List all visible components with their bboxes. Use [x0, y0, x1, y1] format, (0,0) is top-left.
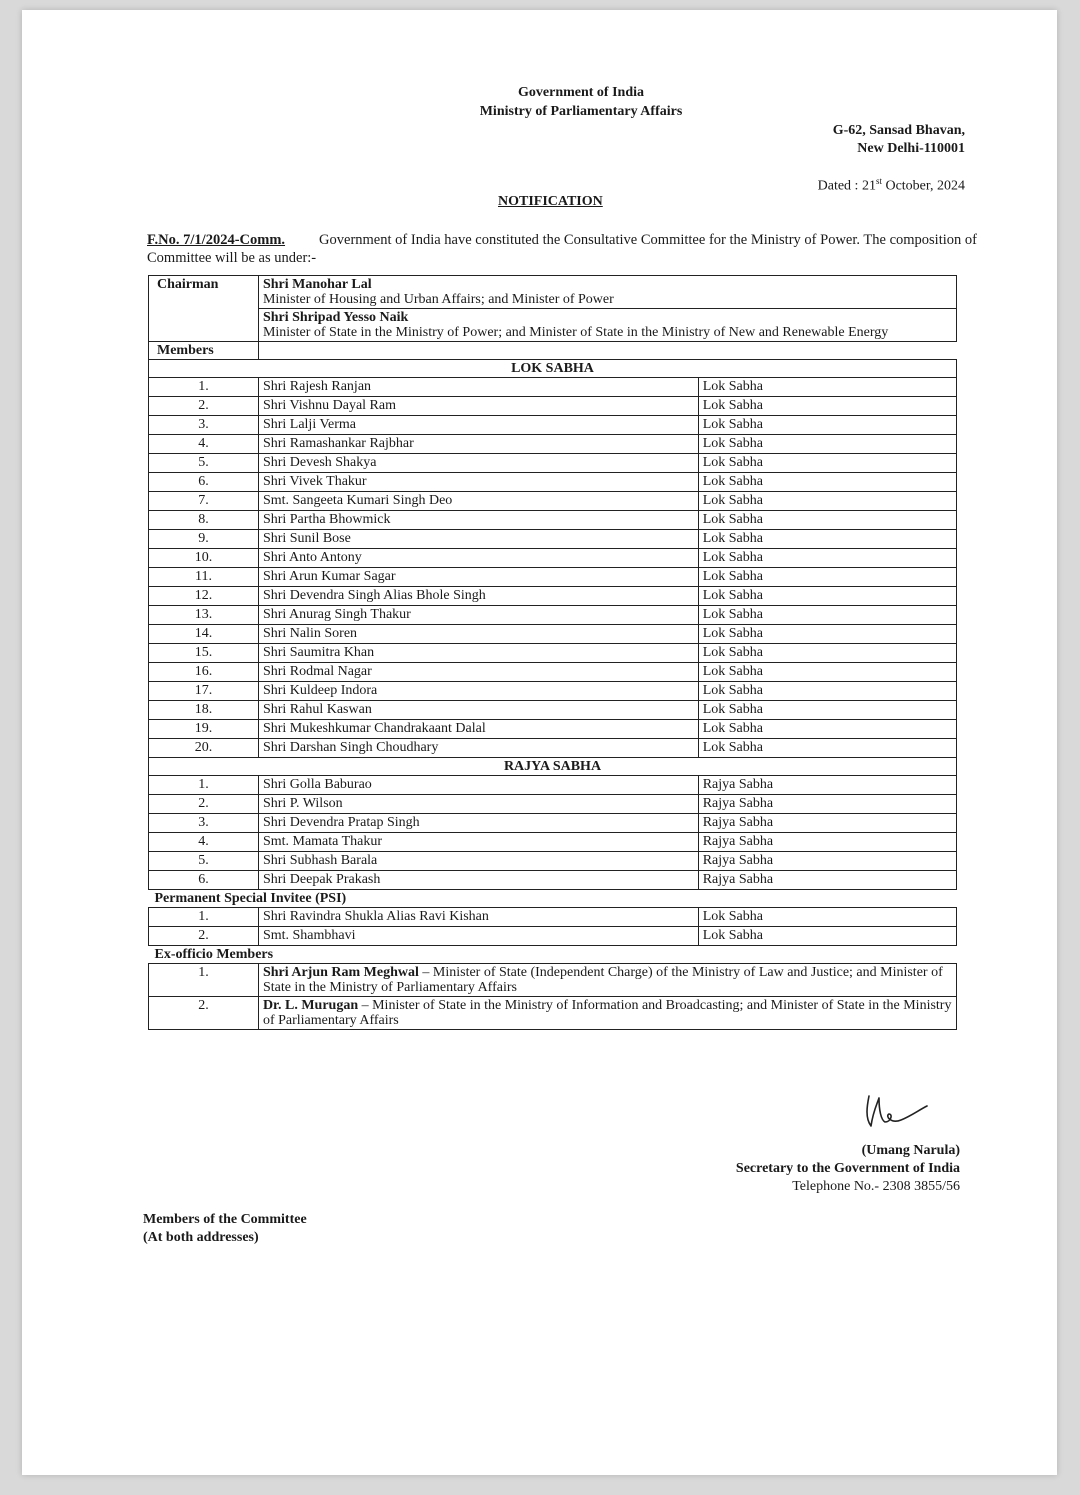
members-label-row — [149, 342, 957, 360]
rajya-sabha-member-row — [149, 795, 957, 814]
lok-sabha-member-serial: 10. — [149, 549, 259, 568]
lok-sabha-member-house: Lok Sabha — [698, 644, 956, 663]
members-label: Members — [149, 342, 259, 360]
lok-sabha-member-name: Shri Rodmal Nagar — [258, 663, 698, 682]
lok-sabha-member-serial: 16. — [149, 663, 259, 682]
notification-title: NOTIFICATION — [498, 194, 603, 209]
lok-sabha-member-row — [149, 416, 957, 435]
lok-sabha-member-name: Shri Saumitra Khan — [258, 644, 698, 663]
lok-sabha-member-name: Shri Arun Kumar Sagar — [258, 568, 698, 587]
rajya-sabha-member-row — [149, 852, 957, 871]
address-line-1: G-62, Sansad Bhavan, — [832, 123, 965, 138]
lok-sabha-member-name: Shri Devesh Shakya — [258, 454, 698, 473]
lok-sabha-member-name: Shri Anurag Singh Thakur — [258, 606, 698, 625]
psi-member-row — [149, 927, 957, 946]
rajya-sabha-member-house: Rajya Sabha — [698, 795, 956, 814]
lok-sabha-member-serial: 15. — [149, 644, 259, 663]
lok-sabha-member-serial: 18. — [149, 701, 259, 720]
ex-officio-heading-row — [149, 946, 957, 964]
psi-member-name: Smt. Shambhavi — [258, 927, 698, 946]
lok-sabha-member-house: Lok Sabha — [698, 720, 956, 739]
lok-sabha-member-house: Lok Sabha — [698, 511, 956, 530]
rajya-sabha-member-name: Shri Devendra Pratap Singh — [258, 814, 698, 833]
lok-sabha-member-name: Shri Ramashankar Rajbhar — [258, 435, 698, 454]
lok-sabha-heading-row — [149, 360, 957, 378]
lok-sabha-member-row — [149, 454, 957, 473]
rajya-sabha-member-house: Rajya Sabha — [698, 871, 956, 890]
lok-sabha-member-serial: 2. — [149, 397, 259, 416]
lok-sabha-member-house: Lok Sabha — [698, 682, 956, 701]
signature-image — [857, 1092, 937, 1140]
lok-sabha-member-row — [149, 701, 957, 720]
lok-sabha-member-serial: 1. — [149, 378, 259, 397]
rajya-sabha-member-serial: 2. — [149, 795, 259, 814]
ex-officio-member-name: Dr. L. Murugan — [262, 998, 359, 1013]
psi-member-name: Shri Ravindra Shukla Alias Ravi Kishan — [258, 908, 698, 927]
lok-sabha-member-house: Lok Sabha — [698, 378, 956, 397]
rajya-sabha-member-name: Shri Golla Baburao — [258, 776, 698, 795]
ex-officio-member-desc: – Minister of State (Independent Charge) of the Ministry of Law and Justice; and Minister of State in the Ministry of Parliamentary Affairs — [262, 965, 943, 995]
file-number: F.No. 7/1/2024-Comm. — [147, 232, 286, 248]
lok-sabha-member-serial: 3. — [149, 416, 259, 435]
psi-member-house: Lok Sabha — [698, 927, 956, 946]
co-chairman-name: Shri Shripad Yesso Naik — [262, 310, 409, 325]
rajya-sabha-member-serial: 1. — [149, 776, 259, 795]
lok-sabha-member-house: Lok Sabha — [698, 492, 956, 511]
lok-sabha-member-serial: 19. — [149, 720, 259, 739]
signatory-telephone: Telephone No.- 2308 3855/56 — [792, 1179, 960, 1194]
lok-sabha-member-row — [149, 549, 957, 568]
rajya-sabha-member-row — [149, 814, 957, 833]
co-chairman-row — [149, 309, 957, 342]
lok-sabha-member-row — [149, 587, 957, 606]
lok-sabha-member-name: Shri Partha Bhowmick — [258, 511, 698, 530]
distribution-note — [143, 1211, 307, 1247]
ministry-heading: Ministry of Parliamentary Affairs — [479, 104, 683, 119]
psi-member-row — [149, 908, 957, 927]
lok-sabha-member-name: Shri Vishnu Dayal Ram — [258, 397, 698, 416]
rajya-sabha-heading-row — [149, 758, 957, 776]
ex-officio-member-name: Shri Arjun Ram Meghwal — [262, 965, 419, 980]
lok-sabha-member-row — [149, 720, 957, 739]
lok-sabha-member-serial: 14. — [149, 625, 259, 644]
lok-sabha-member-row — [149, 663, 957, 682]
psi-heading: Permanent Special Invitee (PSI) — [154, 891, 347, 906]
lok-sabha-member-name: Shri Darshan Singh Choudhary — [258, 739, 698, 758]
signatory-designation: Secretary to the Government of India — [735, 1161, 960, 1176]
lok-sabha-member-name: Shri Devendra Singh Alias Bhole Singh — [258, 587, 698, 606]
rajya-sabha-member-house: Rajya Sabha — [698, 833, 956, 852]
ex-officio-member-row — [149, 964, 957, 997]
chairman-label: Chairman — [149, 276, 259, 342]
intro-text: Government of India have constituted the Consultative Committee for the Ministry of Power. The composition of Committee will be as under:- — [147, 232, 977, 266]
ex-officio-member-desc: – Minister of State in the Ministry of Information and Broadcasting; and Minister of State in the Ministry of Parliamentary Affairs — [262, 998, 952, 1028]
ex-officio-member-serial: 1. — [149, 964, 259, 997]
ex-officio-member-cell — [258, 997, 956, 1030]
lok-sabha-member-house: Lok Sabha — [698, 568, 956, 587]
lok-sabha-member-name: Smt. Sangeeta Kumari Singh Deo — [258, 492, 698, 511]
psi-heading-row — [149, 890, 957, 908]
rajya-sabha-member-name: Shri Subhash Barala — [258, 852, 698, 871]
lok-sabha-member-row — [149, 473, 957, 492]
ex-officio-member-serial: 2. — [149, 997, 259, 1030]
rajya-sabha-member-serial: 6. — [149, 871, 259, 890]
rajya-sabha-member-row — [149, 776, 957, 795]
co-chairman-cell — [258, 309, 956, 342]
lok-sabha-member-serial: 20. — [149, 739, 259, 758]
chairman-cell — [258, 276, 956, 309]
lok-sabha-member-row — [149, 606, 957, 625]
lok-sabha-member-row — [149, 530, 957, 549]
lok-sabha-member-serial: 11. — [149, 568, 259, 587]
rajya-sabha-member-name: Shri P. Wilson — [258, 795, 698, 814]
lok-sabha-member-name: Shri Nalin Soren — [258, 625, 698, 644]
rajya-sabha-member-serial: 4. — [149, 833, 259, 852]
date-line: Dated : 21st October, 2024 — [817, 176, 965, 194]
chairman-name: Shri Manohar Lal — [262, 277, 372, 292]
co-chairman-desc: Minister of State in the Ministry of Power; and Minister of State in the Ministry of New and Renewable Energy — [262, 325, 889, 340]
rajya-sabha-member-house: Rajya Sabha — [698, 776, 956, 795]
lok-sabha-member-house: Lok Sabha — [698, 530, 956, 549]
signatory-name: (Umang Narula) — [861, 1143, 960, 1158]
address-line-2: New Delhi-110001 — [857, 141, 965, 156]
distribution-line-1: Members of the Committee — [143, 1212, 307, 1227]
ex-officio-member-cell — [258, 964, 956, 997]
lok-sabha-member-serial: 12. — [149, 587, 259, 606]
lok-sabha-member-serial: 9. — [149, 530, 259, 549]
ex-officio-heading: Ex-officio Members — [154, 947, 274, 962]
lok-sabha-member-house: Lok Sabha — [698, 397, 956, 416]
lok-sabha-member-row — [149, 739, 957, 758]
lok-sabha-member-house: Lok Sabha — [698, 701, 956, 720]
lok-sabha-member-name: Shri Rahul Kaswan — [258, 701, 698, 720]
lok-sabha-member-row — [149, 511, 957, 530]
lok-sabha-member-house: Lok Sabha — [698, 606, 956, 625]
lok-sabha-member-serial: 17. — [149, 682, 259, 701]
lok-sabha-member-serial: 7. — [149, 492, 259, 511]
chairman-desc: Minister of Housing and Urban Affairs; and Minister of Power — [262, 292, 614, 307]
lok-sabha-heading: LOK SABHA — [149, 360, 957, 378]
lok-sabha-member-name: Shri Lalji Verma — [258, 416, 698, 435]
rajya-sabha-member-name: Smt. Mamata Thakur — [258, 833, 698, 852]
psi-member-serial: 1. — [149, 908, 259, 927]
rajya-sabha-member-row — [149, 833, 957, 852]
ex-officio-member-row — [149, 997, 957, 1030]
lok-sabha-member-house: Lok Sabha — [698, 625, 956, 644]
lok-sabha-member-row — [149, 644, 957, 663]
intro-paragraph — [147, 231, 977, 267]
lok-sabha-member-name: Shri Kuldeep Indora — [258, 682, 698, 701]
rajya-sabha-member-serial: 3. — [149, 814, 259, 833]
lok-sabha-member-house: Lok Sabha — [698, 416, 956, 435]
lok-sabha-member-row — [149, 682, 957, 701]
lok-sabha-member-serial: 13. — [149, 606, 259, 625]
lok-sabha-member-name: Shri Anto Antony — [258, 549, 698, 568]
distribution-line-2: (At both addresses) — [143, 1230, 259, 1245]
chairman-row — [149, 276, 957, 309]
lok-sabha-member-house: Lok Sabha — [698, 739, 956, 758]
lok-sabha-member-house: Lok Sabha — [698, 549, 956, 568]
rajya-sabha-member-house: Rajya Sabha — [698, 814, 956, 833]
lok-sabha-member-name: Shri Sunil Bose — [258, 530, 698, 549]
rajya-sabha-member-house: Rajya Sabha — [698, 852, 956, 871]
rajya-sabha-member-row — [149, 871, 957, 890]
lok-sabha-member-house: Lok Sabha — [698, 587, 956, 606]
lok-sabha-member-name: Shri Vivek Thakur — [258, 473, 698, 492]
lok-sabha-member-house: Lok Sabha — [698, 454, 956, 473]
lok-sabha-member-serial: 8. — [149, 511, 259, 530]
psi-member-house: Lok Sabha — [698, 908, 956, 927]
document-page — [22, 10, 1057, 1475]
lok-sabha-member-house: Lok Sabha — [698, 435, 956, 454]
psi-member-serial: 2. — [149, 927, 259, 946]
lok-sabha-member-serial: 4. — [149, 435, 259, 454]
lok-sabha-member-serial: 6. — [149, 473, 259, 492]
lok-sabha-member-name: Shri Mukeshkumar Chandrakaant Dalal — [258, 720, 698, 739]
lok-sabha-member-row — [149, 568, 957, 587]
lok-sabha-member-name: Shri Rajesh Ranjan — [258, 378, 698, 397]
rajya-sabha-heading: RAJYA SABHA — [149, 758, 957, 776]
rajya-sabha-member-serial: 5. — [149, 852, 259, 871]
lok-sabha-member-house: Lok Sabha — [698, 473, 956, 492]
lok-sabha-member-row — [149, 435, 957, 454]
lok-sabha-member-row — [149, 625, 957, 644]
signature-block — [660, 1142, 960, 1196]
committee-table — [148, 275, 957, 1030]
lok-sabha-member-house: Lok Sabha — [698, 663, 956, 682]
lok-sabha-member-row — [149, 397, 957, 416]
rajya-sabha-member-name: Shri Deepak Prakash — [258, 871, 698, 890]
lok-sabha-member-serial: 5. — [149, 454, 259, 473]
govt-heading: Government of India — [518, 85, 644, 100]
lok-sabha-member-row — [149, 492, 957, 511]
lok-sabha-member-row — [149, 378, 957, 397]
